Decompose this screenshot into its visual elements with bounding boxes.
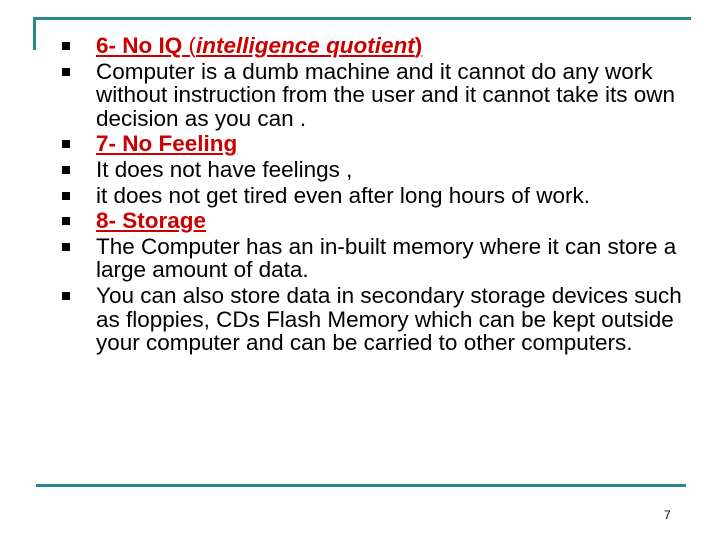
square-bullet-icon (62, 292, 70, 300)
bullet-item-text (62, 284, 692, 354)
square-bullet-icon (62, 192, 70, 200)
bullet-item-text (62, 158, 692, 181)
bullet-text: You can also store data in secondary storage devices such as floppies, CDs Flash Memory which can be kept outside your computer and can be carried to other computers. (96, 283, 682, 355)
bullet-item-text (62, 184, 692, 207)
bullet-item-text (62, 235, 692, 282)
frame-top-rule (33, 17, 691, 20)
heading-no-feeling: 7- No Feeling (96, 131, 238, 157)
frame-bottom-rule (36, 484, 686, 487)
bullet-list (62, 34, 692, 357)
page-number: 7 (664, 508, 671, 522)
bullet-item-heading-feeling (62, 132, 692, 155)
square-bullet-icon (62, 68, 70, 76)
bullet-item-text (62, 60, 692, 130)
square-bullet-icon (62, 42, 70, 50)
square-bullet-icon (62, 166, 70, 174)
bullet-item-heading-storage (62, 209, 692, 232)
square-bullet-icon (62, 140, 70, 148)
bullet-text: The Computer has an in-built memory where it can store a large amount of data. (96, 234, 677, 283)
bullet-text: It does not have feelings , (96, 156, 353, 182)
heading-storage: 8- Storage (96, 208, 207, 234)
bullet-text: it does not get tired even after long hours of work. (96, 182, 591, 208)
frame-left-rule (33, 17, 36, 50)
heading-no-iq: 6- No IQ (intelligence quotient) (96, 33, 423, 58)
bullet-text: Computer is a dumb machine and it cannot do any work without instruction from the user and it cannot take its own decision as you can . (96, 58, 676, 131)
square-bullet-icon (62, 243, 70, 251)
bullet-item-heading-iq (62, 34, 692, 57)
square-bullet-icon (62, 217, 70, 225)
